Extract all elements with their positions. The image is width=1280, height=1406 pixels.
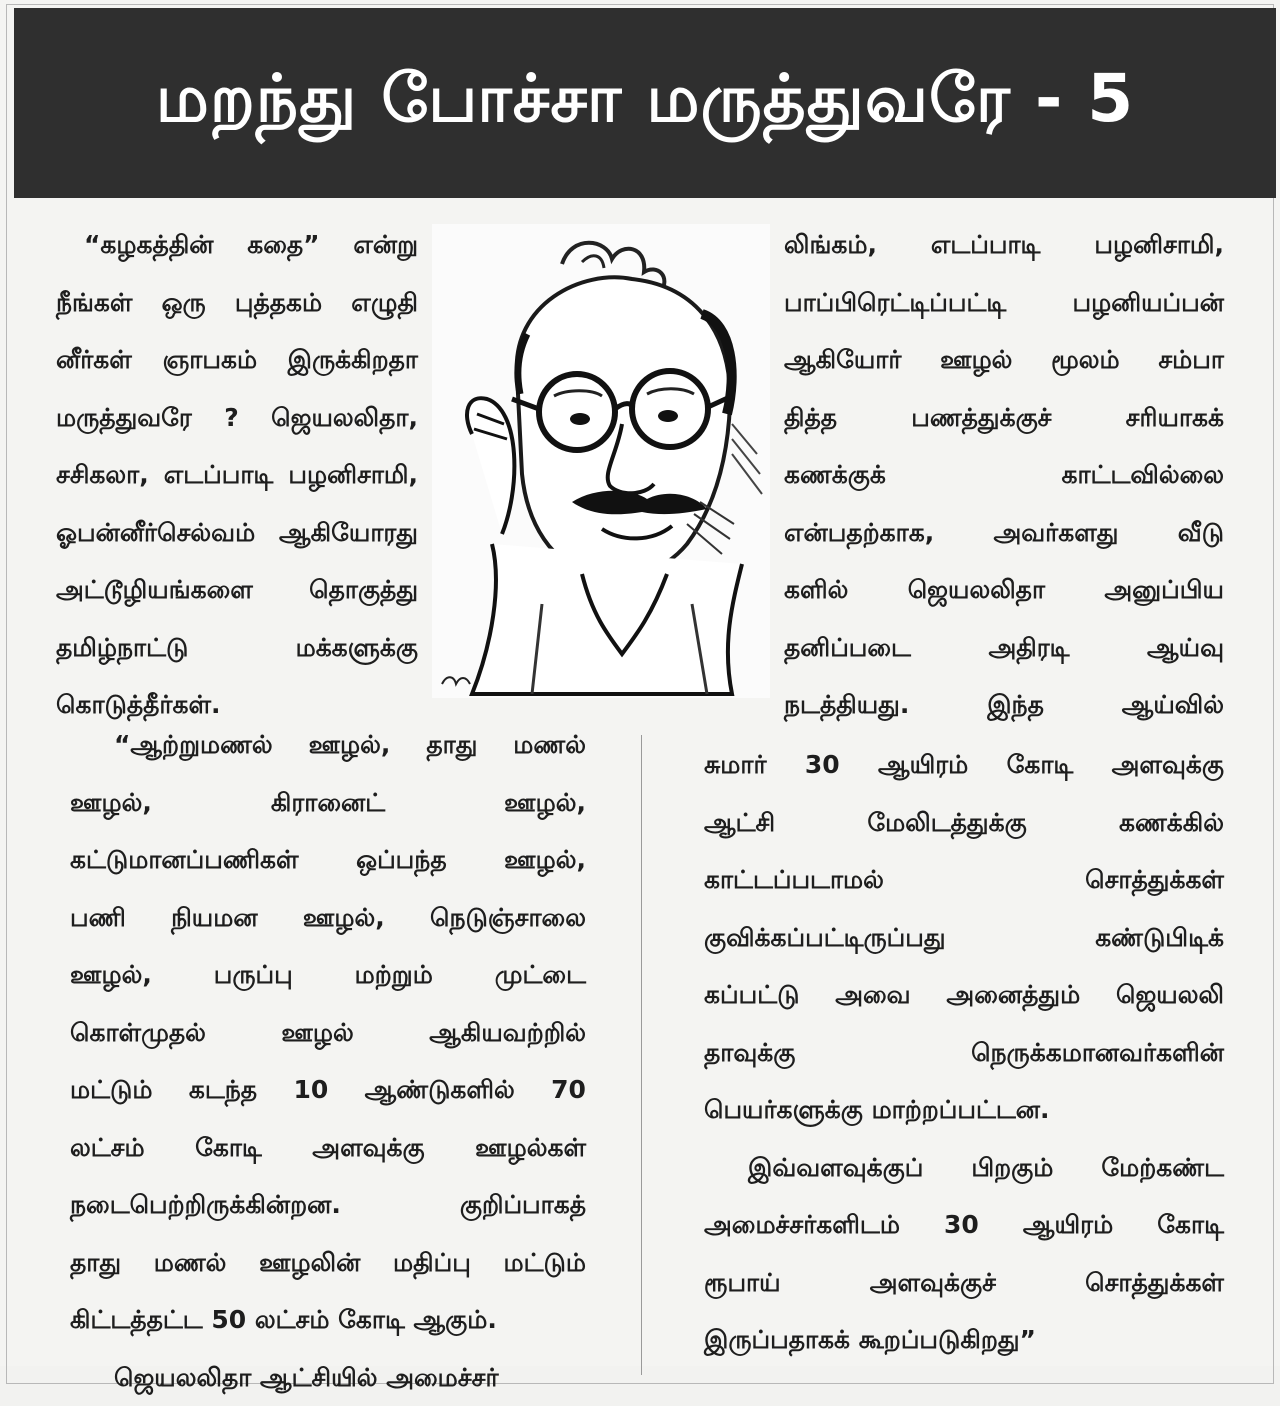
text-line: ஊழல், கிரானைட் ஊழல், [70,774,586,832]
text-line: “கழகத்தின் கதை” என்று [56,216,418,274]
text-line: கொடுத்தீர்கள். [56,676,418,734]
text-line: குவிக்கப்பட்டிருப்பது கண்டுபிடிக் [704,909,1224,967]
text-line: இவ்வளவுக்குப் பிறகும் மேற்கண்ட [704,1139,1224,1197]
text-line: “ஆற்றுமணல் ஊழல், தாது மணல் [70,716,586,774]
column-right-top [784,216,1224,734]
text-line: நடத்தியது. இந்த ஆய்வில் [784,676,1224,734]
column-left-top [56,216,418,734]
text-line: ஆகியோர் ஊழல் மூலம் சம்பா [784,331,1224,389]
text-line: பெயர்களுக்கு மாற்றப்பட்டன. [704,1081,1224,1139]
text-line: தமிழ்நாட்டு மக்களுக்கு [56,619,418,677]
text-line: ரூபாய் அளவுக்குச் சொத்துக்கள் [704,1254,1224,1312]
text-line: லிங்கம், எடப்பாடி பழனிசாமி, [784,216,1224,274]
text-line: கொள்முதல் ஊழல் ஆகியவற்றில் [70,1004,586,1062]
text-line: ஆட்சி மேலிடத்துக்கு கணக்கில் [704,794,1224,852]
text-line: கிட்டத்தட்ட 50 லட்சம் கோடி ஆகும். [70,1291,586,1349]
text-line: இருப்பதாகக் கூறப்படுகிறது” [704,1311,1224,1369]
text-line: பணி நியமன ஊழல், நெடுஞ்சாலை [70,889,586,947]
text-line: கணக்குக் காட்டவில்லை [784,446,1224,504]
title-banner [14,8,1276,198]
text-line: லட்சம் கோடி அளவுக்கு ஊழல்கள் [70,1119,586,1177]
text-line: கட்டுமானப்பணிகள் ஒப்பந்த ஊழல், [70,831,586,889]
text-line: ஓபன்னீர்செல்வம் ஆகியோரது [56,504,418,562]
text-line: என்பதற்காக, அவர்களது வீடு [784,504,1224,562]
column-right-bottom [704,736,1224,1369]
text-line: தாவுக்கு நெருக்கமானவர்களின் [704,1024,1224,1082]
text-line: னீர்கள் ஞாபகம் இருக்கிறதா [56,331,418,389]
text-line: அமைச்சர்களிடம் 30 ஆயிரம் கோடி [704,1196,1224,1254]
column-left-bottom [70,716,586,1406]
text-line: ஊழல், பருப்பு மற்றும் முட்டை [70,946,586,1004]
text-line: கப்பட்டு அவை அனைத்தும் ஜெயலலி [704,966,1224,1024]
text-line: காட்டப்படாமல் சொத்துக்கள் [704,851,1224,909]
text-line: தனிப்படை அதிரடி ஆய்வு [784,619,1224,677]
caricature-illustration [432,224,770,698]
text-line: ஜெயலலிதா ஆட்சியில் அமைச்சர் [70,1349,586,1406]
text-line: களில் ஜெயலலிதா அனுப்பிய [784,561,1224,619]
text-line: மருத்துவரே ? ஜெயலலிதா, [56,389,418,447]
caricature-drawing-icon [432,224,770,698]
text-line: சுமார் 30 ஆயிரம் கோடி அளவுக்கு [704,736,1224,794]
text-line: தாது மணல் ஊழலின் மதிப்பு மட்டும் [70,1234,586,1292]
text-line: அட்டூழியங்களை தொகுத்து [56,561,418,619]
text-line: சசிகலா, எடப்பாடி பழனிசாமி, [56,446,418,504]
text-line: பாப்பிரெட்டிப்பட்டி பழனியப்பன் [784,274,1224,332]
text-line: நடைபெற்றிருக்கின்றன. குறிப்பாகத் [70,1176,586,1234]
text-line: தித்த பணத்துக்குச் சரியாகக் [784,389,1224,447]
text-line: மட்டும் கடந்த 10 ஆண்டுகளில் 70 [70,1061,586,1119]
text-line: நீங்கள் ஒரு புத்தகம் எழுதி [56,274,418,332]
article-title: மறந்து போச்சா மருத்துவரே - 5 [156,60,1134,146]
column-divider [641,735,642,1375]
